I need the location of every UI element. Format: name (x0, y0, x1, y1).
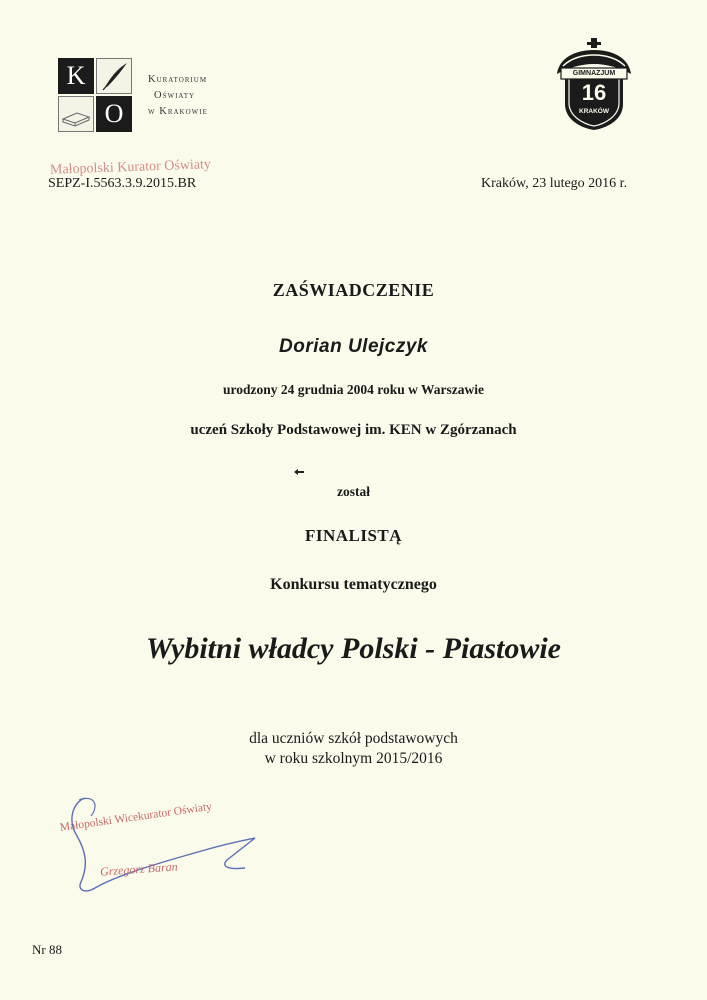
target-line-1: dla uczniów szkół podstawowych (249, 730, 458, 747)
place-date: Kraków, 23 lutego 2016 r. (481, 176, 628, 191)
logo-tile-k: K (58, 58, 94, 94)
curator-stamp: Małopolski Kurator Oświaty (49, 157, 212, 178)
contest-title: Wybitni władcy Polski - Piastowie (146, 632, 561, 665)
vice-curator-stamp: Małopolski Wicekurator Oświaty (59, 800, 213, 834)
contest-label: Konkursu tematycznego (270, 576, 437, 593)
gimnazjum-crest (547, 36, 641, 132)
crest-number: 16 (581, 80, 607, 105)
kuratorium-logo (58, 58, 238, 140)
document-title: ZAŚWIADCZENIE (272, 280, 435, 300)
reference-number: SEPZ-I.5563.3.9.2015.BR (48, 176, 197, 191)
target-line-2: w roku szkolnym 2015/2016 (264, 750, 443, 767)
student-name: Dorian Ulejczyk (279, 336, 428, 357)
arrow-mark-icon (293, 465, 305, 480)
signatory-name: Grzegorz Baran (99, 859, 179, 879)
quill-icon (96, 58, 132, 94)
logo-line-3: w Krakowie (148, 106, 208, 117)
document-number: Nr 88 (32, 942, 62, 957)
zostal-line: został (337, 484, 370, 499)
logo-line-1: Kuratorium (148, 74, 208, 85)
birth-line: urodzony 24 grudnia 2004 roku w Warszawie (222, 382, 485, 397)
crest-city: KRAKÓW (579, 108, 609, 115)
crest-school-name: GIMNAZJUM (572, 70, 616, 77)
logo-tile-o: O (96, 96, 132, 132)
logo-line-2: Oświaty (154, 90, 196, 101)
result-title: FINALISTĄ (304, 526, 403, 545)
open-book-icon (58, 96, 94, 132)
school-line: uczeń Szkoły Podstawowej im. KEN w Zgórzanach (190, 422, 517, 438)
